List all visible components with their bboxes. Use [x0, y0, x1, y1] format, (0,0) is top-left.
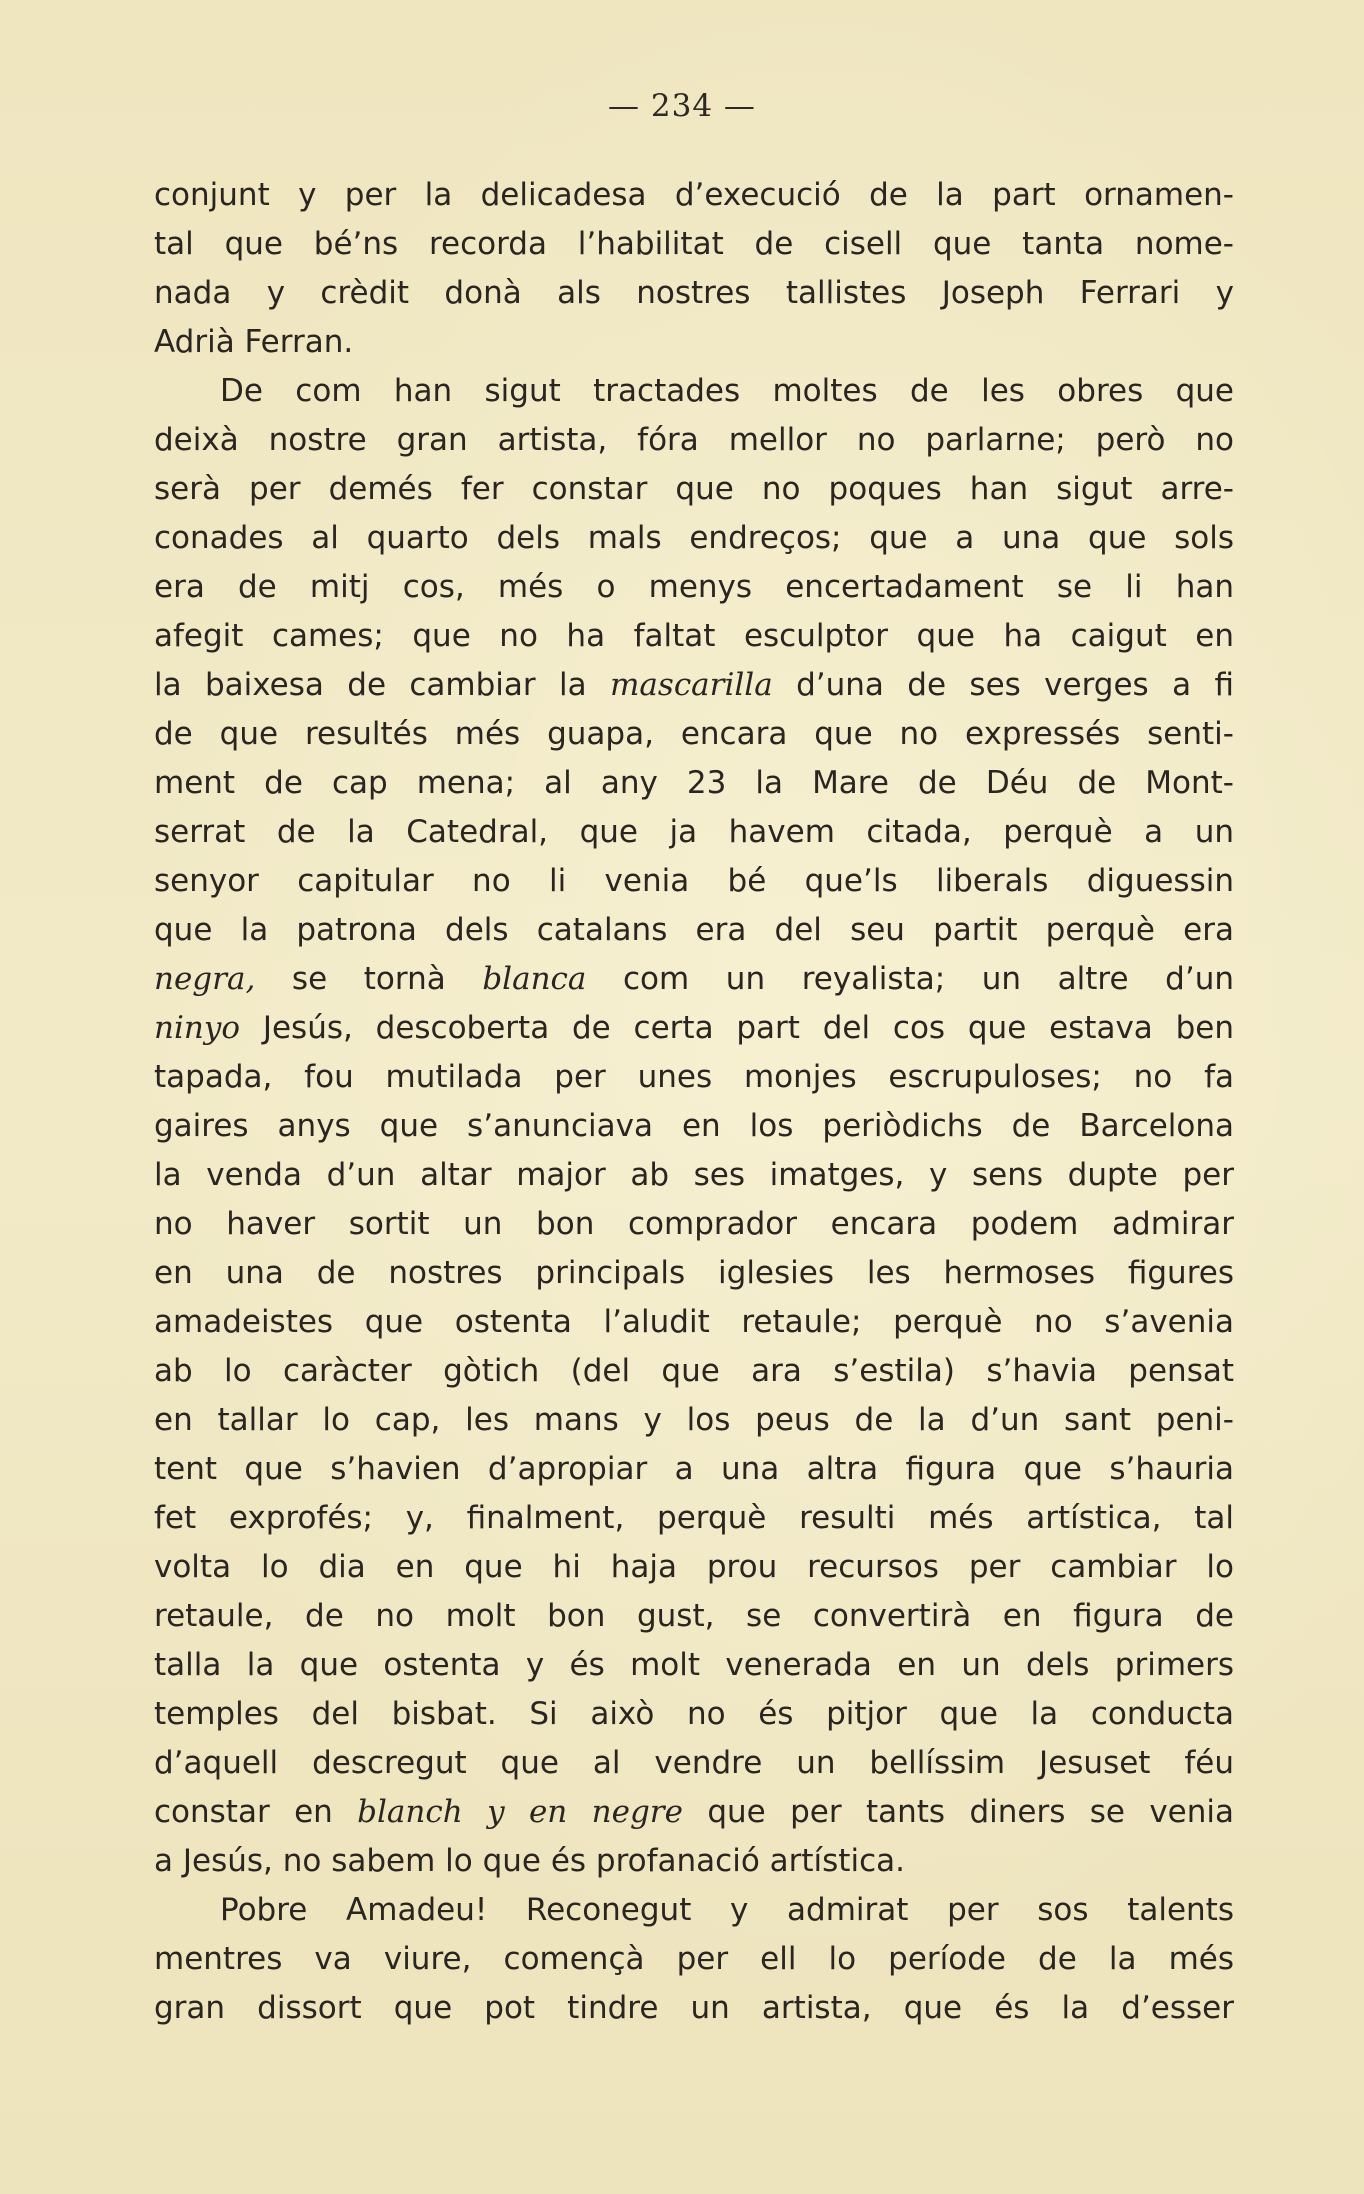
text-segment: deixà nostre gran artista, fóra mellor no parlarne; però no [154, 422, 1234, 458]
text-segment: amadeistes que ostenta l’aludit retaule; perquè no s’avenia [154, 1304, 1234, 1340]
text-segment: a Jesús, no sabem lo que és profanació artística. [154, 1843, 905, 1879]
text-line [154, 563, 1234, 612]
text-segment: Pobre Amadeu! Reconegut y admirat per sos talents [220, 1892, 1234, 1928]
text-segment: serrat de la Catedral, que ja havem citada, perquè a un [154, 814, 1234, 850]
text-segment: ment de cap mena; al any 23 la Mare de Déu de Mont- [154, 765, 1234, 801]
text-segment: gaires anys que s’anunciava en los periòdichs de Barcelona [154, 1108, 1234, 1144]
italic-text: blanca [482, 961, 587, 997]
italic-text: blanch y en negre [357, 1794, 683, 1830]
text-line [154, 1984, 1234, 2033]
text-line [154, 1592, 1234, 1641]
italic-text: ninyo [154, 1010, 241, 1046]
text-segment: temples del bisbat. Si això no és pitjor que la conducta [154, 1696, 1234, 1732]
text-line [154, 1445, 1234, 1494]
text-segment: gran dissort que pot tindre un artista, que és la d’esser [154, 1990, 1234, 2026]
text-segment: talla la que ostenta y és molt venerada en un dels primers [154, 1647, 1234, 1683]
text-segment: constar en [154, 1794, 358, 1830]
text-line [154, 1788, 1234, 1837]
text-line [154, 906, 1234, 955]
text-line [154, 171, 1234, 220]
italic-text: mascarilla [610, 667, 773, 703]
text-line [154, 1886, 1234, 1935]
text-line [154, 1690, 1234, 1739]
text-line [154, 661, 1234, 710]
text-line [154, 1739, 1234, 1788]
text-line [154, 514, 1234, 563]
text-segment: en una de nostres principals iglesies les hermoses figures [154, 1255, 1234, 1291]
text-line [154, 1837, 1234, 1886]
text-line [154, 367, 1234, 416]
text-line [154, 269, 1234, 318]
text-line [154, 857, 1234, 906]
text-segment: com un reyalista; un altre d’un [586, 961, 1234, 997]
text-segment: conades al quarto dels mals endreços; que a una que sols [154, 520, 1234, 556]
text-segment: se tornà [255, 961, 483, 997]
text-line [154, 220, 1234, 269]
text-segment: en tallar lo cap, les mans y los peus de la d’un sant peni- [154, 1402, 1234, 1438]
text-line [154, 1249, 1234, 1298]
page-number-header: — 234 — [608, 88, 756, 124]
text-line [154, 318, 1234, 367]
text-line [154, 1396, 1234, 1445]
text-segment: ab lo caràcter gòtich (del que ara s’estila) s’havia pensat [154, 1353, 1234, 1389]
text-line [154, 416, 1234, 465]
body-text [154, 171, 1234, 2033]
text-segment: era de mitj cos, més o menys encertadament se li han [154, 569, 1234, 605]
text-line [154, 1053, 1234, 1102]
text-segment: no haver sortit un bon comprador encara podem admirar [154, 1206, 1234, 1242]
text-segment: tent que s’havien d’apropiar a una altra figura que s’hauria [154, 1451, 1234, 1487]
text-line [154, 1102, 1234, 1151]
text-segment: nada y crèdit donà als nostres tallistes Joseph Ferrari y [154, 275, 1234, 311]
text-segment: De com han sigut tractades moltes de les obres que [220, 373, 1234, 409]
text-segment: conjunt y per la delicadesa d’execució de la part ornamen- [154, 177, 1234, 213]
text-line [154, 1494, 1234, 1543]
text-segment: afegit cames; que no ha faltat esculptor que ha caigut en [154, 618, 1234, 654]
text-segment: tal que bé’ns recorda l’habilitat de cisell que tanta nome- [154, 226, 1234, 262]
text-segment: la baixesa de cambiar la [154, 667, 611, 703]
text-segment: de que resultés més guapa, encara que no expressés senti- [154, 716, 1234, 752]
text-line [154, 1347, 1234, 1396]
text-segment: senyor capitular no li venia bé que’ls liberals diguessin [154, 863, 1234, 899]
text-line [154, 1641, 1234, 1690]
text-line [154, 808, 1234, 857]
text-segment: que la patrona dels catalans era del seu partit perquè era [154, 912, 1234, 948]
text-line [154, 612, 1234, 661]
text-segment: tapada, fou mutilada per unes monjes escrupuloses; no fa [154, 1059, 1234, 1095]
text-segment: retaule, de no molt bon gust, se convertirà en figura de [154, 1598, 1234, 1634]
text-line [154, 1004, 1234, 1053]
text-segment: que per tants diners se venia [682, 1794, 1234, 1830]
text-line [154, 1151, 1234, 1200]
text-segment: mentres va viure, començà per ell lo període de la més [154, 1941, 1234, 1977]
text-line [154, 710, 1234, 759]
text-line [154, 955, 1234, 1004]
text-segment: serà per demés fer constar que no poques han sigut arre- [154, 471, 1234, 507]
text-line [154, 1543, 1234, 1592]
italic-text: negra, [154, 961, 256, 997]
text-line [154, 465, 1234, 514]
text-segment: la venda d’un altar major ab ses imatges, y sens dupte per [154, 1157, 1234, 1193]
text-segment: d’una de ses verges a fi [772, 667, 1234, 703]
text-line [154, 1298, 1234, 1347]
text-segment: volta lo dia en que hi haja prou recursos per cambiar lo [154, 1549, 1234, 1585]
text-segment: fet exprofés; y, finalment, perquè resulti més artística, tal [154, 1500, 1234, 1536]
text-segment: Jesús, descoberta de certa part del cos que estava ben [240, 1010, 1234, 1046]
text-segment: d’aquell descregut que al vendre un bellíssim Jesuset féu [154, 1745, 1234, 1781]
text-line [154, 1200, 1234, 1249]
text-line [154, 759, 1234, 808]
text-line [154, 1935, 1234, 1984]
text-segment: Adrià Ferran. [154, 324, 354, 360]
